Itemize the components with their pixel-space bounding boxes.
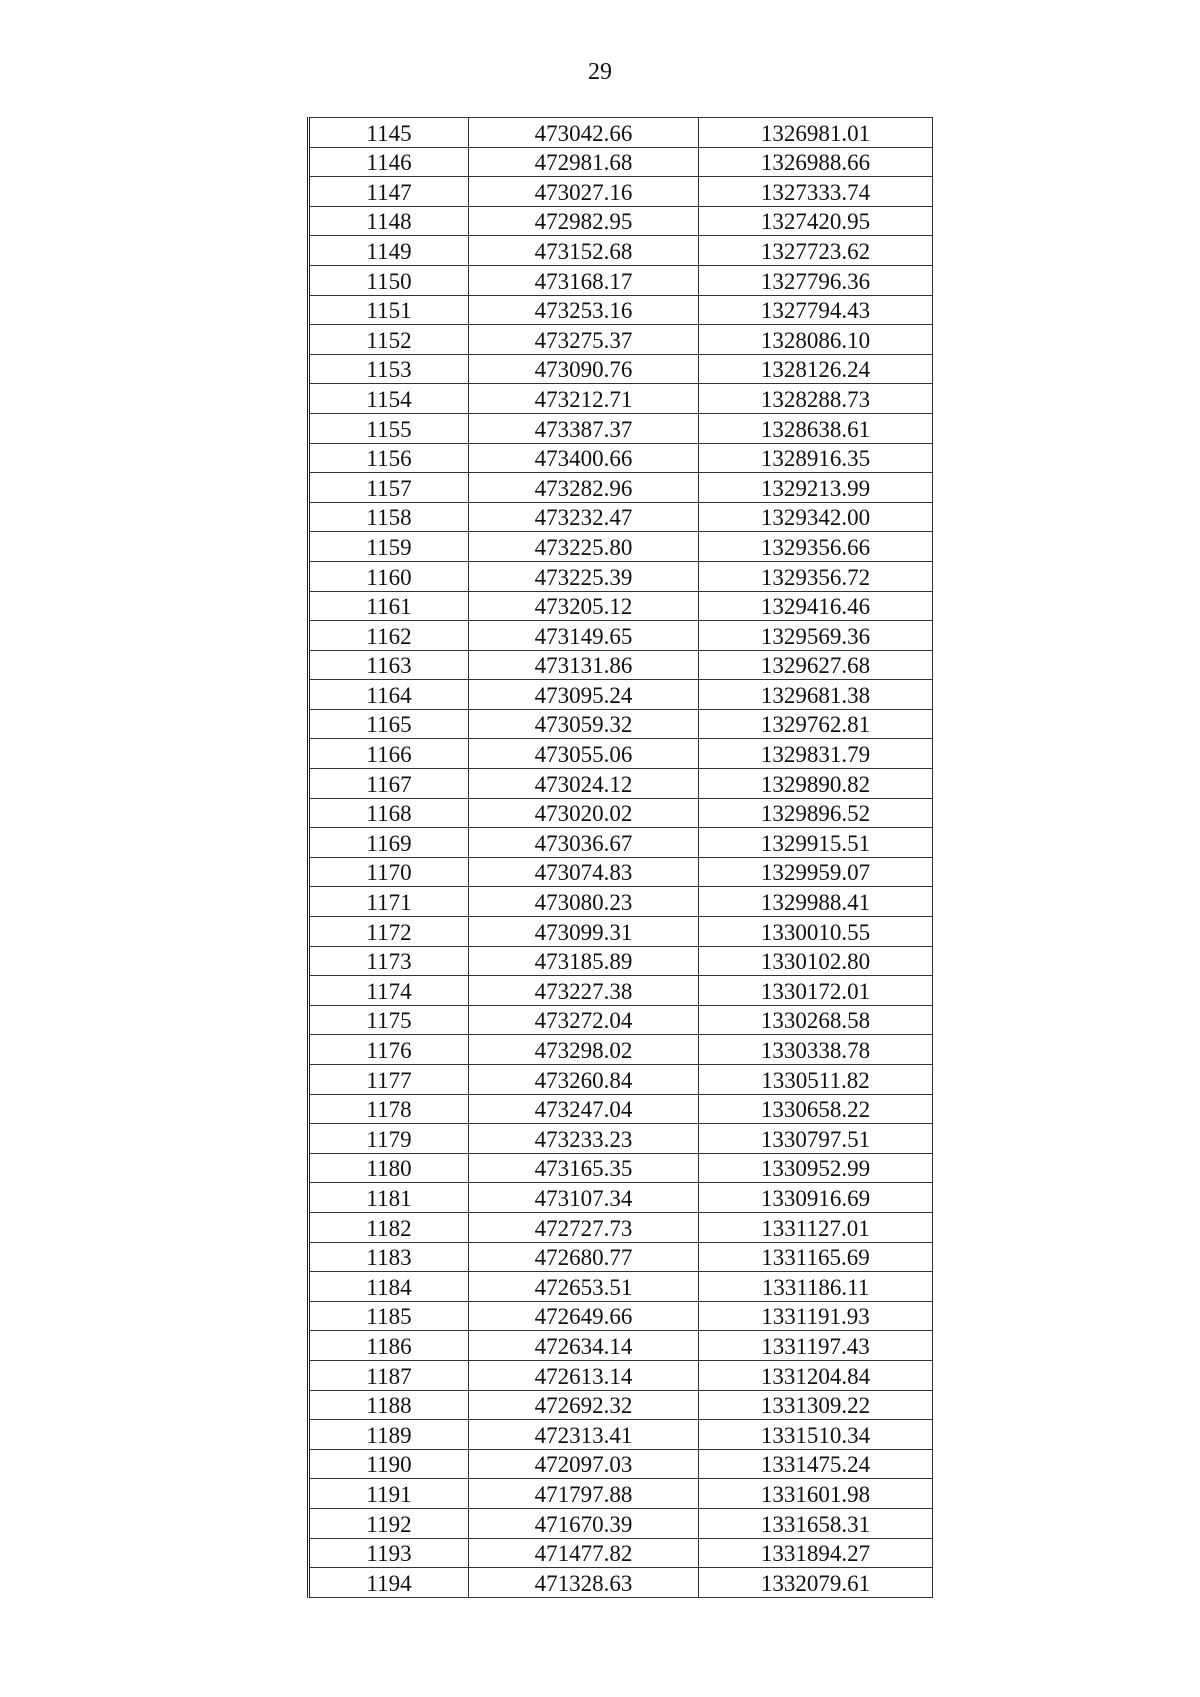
coordinates-table-body <box>309 118 933 1598</box>
point-number-cell: 1154 <box>309 384 469 414</box>
table-row <box>309 561 933 591</box>
x-coordinate-cell: 473225.80 <box>469 532 699 562</box>
point-number-cell: 1168 <box>309 798 469 828</box>
point-number-cell: 1192 <box>309 1508 469 1538</box>
point-number-cell: 1174 <box>309 976 469 1006</box>
x-coordinate-cell: 473272.04 <box>469 1005 699 1035</box>
y-coordinate-cell: 1329831.79 <box>699 739 933 769</box>
table-row <box>309 857 933 887</box>
x-coordinate-cell: 471670.39 <box>469 1508 699 1538</box>
point-number-cell: 1149 <box>309 236 469 266</box>
y-coordinate-cell: 1329356.66 <box>699 532 933 562</box>
y-coordinate-cell: 1326988.66 <box>699 147 933 177</box>
point-number-cell: 1173 <box>309 946 469 976</box>
x-coordinate-cell: 473282.96 <box>469 473 699 503</box>
table-row <box>309 1153 933 1183</box>
x-coordinate-cell: 472727.73 <box>469 1212 699 1242</box>
y-coordinate-cell: 1330102.80 <box>699 946 933 976</box>
table-row <box>309 118 933 148</box>
y-coordinate-cell: 1331127.01 <box>699 1212 933 1242</box>
x-coordinate-cell: 473298.02 <box>469 1035 699 1065</box>
table-row <box>309 1449 933 1479</box>
x-coordinate-cell: 473225.39 <box>469 561 699 591</box>
table-row <box>309 917 933 947</box>
x-coordinate-cell: 472982.95 <box>469 206 699 236</box>
y-coordinate-cell: 1330268.58 <box>699 1005 933 1035</box>
y-coordinate-cell: 1331309.22 <box>699 1390 933 1420</box>
x-coordinate-cell: 473227.38 <box>469 976 699 1006</box>
y-coordinate-cell: 1330916.69 <box>699 1183 933 1213</box>
y-coordinate-cell: 1329213.99 <box>699 473 933 503</box>
point-number-cell: 1167 <box>309 769 469 799</box>
point-number-cell: 1162 <box>309 621 469 651</box>
table-row <box>309 147 933 177</box>
point-number-cell: 1165 <box>309 709 469 739</box>
x-coordinate-cell: 473020.02 <box>469 798 699 828</box>
table-row <box>309 1124 933 1154</box>
table-row <box>309 1538 933 1568</box>
table-row <box>309 680 933 710</box>
x-coordinate-cell: 473149.65 <box>469 621 699 651</box>
table-row <box>309 325 933 355</box>
x-coordinate-cell: 473024.12 <box>469 769 699 799</box>
y-coordinate-cell: 1328916.35 <box>699 443 933 473</box>
table-row <box>309 739 933 769</box>
table-row <box>309 769 933 799</box>
y-coordinate-cell: 1329356.72 <box>699 561 933 591</box>
y-coordinate-cell: 1328086.10 <box>699 325 933 355</box>
table-row <box>309 502 933 532</box>
point-number-cell: 1157 <box>309 473 469 503</box>
y-coordinate-cell: 1329896.52 <box>699 798 933 828</box>
table-row <box>309 532 933 562</box>
x-coordinate-cell: 472649.66 <box>469 1301 699 1331</box>
point-number-cell: 1181 <box>309 1183 469 1213</box>
y-coordinate-cell: 1330338.78 <box>699 1035 933 1065</box>
point-number-cell: 1159 <box>309 532 469 562</box>
point-number-cell: 1179 <box>309 1124 469 1154</box>
table-row <box>309 1568 933 1598</box>
table-row <box>309 1065 933 1095</box>
point-number-cell: 1156 <box>309 443 469 473</box>
table-row <box>309 1212 933 1242</box>
x-coordinate-cell: 473232.47 <box>469 502 699 532</box>
x-coordinate-cell: 473099.31 <box>469 917 699 947</box>
point-number-cell: 1191 <box>309 1479 469 1509</box>
x-coordinate-cell: 473400.66 <box>469 443 699 473</box>
x-coordinate-cell: 473095.24 <box>469 680 699 710</box>
y-coordinate-cell: 1329681.38 <box>699 680 933 710</box>
page-number: 29 <box>588 59 612 85</box>
point-number-cell: 1175 <box>309 1005 469 1035</box>
y-coordinate-cell: 1327796.36 <box>699 265 933 295</box>
table-row <box>309 1479 933 1509</box>
table-row <box>309 1005 933 1035</box>
y-coordinate-cell: 1329569.36 <box>699 621 933 651</box>
point-number-cell: 1187 <box>309 1360 469 1390</box>
point-number-cell: 1170 <box>309 857 469 887</box>
table-row <box>309 1094 933 1124</box>
table-row <box>309 265 933 295</box>
point-number-cell: 1148 <box>309 206 469 236</box>
x-coordinate-cell: 473080.23 <box>469 887 699 917</box>
point-number-cell: 1151 <box>309 295 469 325</box>
y-coordinate-cell: 1329890.82 <box>699 769 933 799</box>
y-coordinate-cell: 1329915.51 <box>699 828 933 858</box>
x-coordinate-cell: 473107.34 <box>469 1183 699 1213</box>
point-number-cell: 1169 <box>309 828 469 858</box>
y-coordinate-cell: 1331894.27 <box>699 1538 933 1568</box>
y-coordinate-cell: 1329988.41 <box>699 887 933 917</box>
point-number-cell: 1171 <box>309 887 469 917</box>
y-coordinate-cell: 1329342.00 <box>699 502 933 532</box>
table-row <box>309 354 933 384</box>
x-coordinate-cell: 473055.06 <box>469 739 699 769</box>
x-coordinate-cell: 473387.37 <box>469 413 699 443</box>
point-number-cell: 1161 <box>309 591 469 621</box>
table-row <box>309 887 933 917</box>
point-number-cell: 1177 <box>309 1065 469 1095</box>
y-coordinate-cell: 1331658.31 <box>699 1508 933 1538</box>
x-coordinate-cell: 473059.32 <box>469 709 699 739</box>
y-coordinate-cell: 1331165.69 <box>699 1242 933 1272</box>
point-number-cell: 1178 <box>309 1094 469 1124</box>
table-row <box>309 413 933 443</box>
table-row <box>309 177 933 207</box>
y-coordinate-cell: 1330172.01 <box>699 976 933 1006</box>
x-coordinate-cell: 472313.41 <box>469 1420 699 1450</box>
x-coordinate-cell: 473275.37 <box>469 325 699 355</box>
table-row <box>309 384 933 414</box>
x-coordinate-cell: 471328.63 <box>469 1568 699 1598</box>
x-coordinate-cell: 473131.86 <box>469 650 699 680</box>
point-number-cell: 1188 <box>309 1390 469 1420</box>
x-coordinate-cell: 473152.68 <box>469 236 699 266</box>
table-row <box>309 1183 933 1213</box>
x-coordinate-cell: 473074.83 <box>469 857 699 887</box>
point-number-cell: 1183 <box>309 1242 469 1272</box>
point-number-cell: 1152 <box>309 325 469 355</box>
y-coordinate-cell: 1330010.55 <box>699 917 933 947</box>
point-number-cell: 1189 <box>309 1420 469 1450</box>
x-coordinate-cell: 473042.66 <box>469 118 699 148</box>
point-number-cell: 1176 <box>309 1035 469 1065</box>
point-number-cell: 1150 <box>309 265 469 295</box>
y-coordinate-cell: 1331204.84 <box>699 1360 933 1390</box>
table-row <box>309 828 933 858</box>
y-coordinate-cell: 1331475.24 <box>699 1449 933 1479</box>
table-row <box>309 473 933 503</box>
y-coordinate-cell: 1328638.61 <box>699 413 933 443</box>
y-coordinate-cell: 1329416.46 <box>699 591 933 621</box>
table-row <box>309 1420 933 1450</box>
y-coordinate-cell: 1329959.07 <box>699 857 933 887</box>
x-coordinate-cell: 472981.68 <box>469 147 699 177</box>
y-coordinate-cell: 1330797.51 <box>699 1124 933 1154</box>
y-coordinate-cell: 1331191.93 <box>699 1301 933 1331</box>
y-coordinate-cell: 1327333.74 <box>699 177 933 207</box>
point-number-cell: 1155 <box>309 413 469 443</box>
x-coordinate-cell: 472634.14 <box>469 1331 699 1361</box>
point-number-cell: 1146 <box>309 147 469 177</box>
y-coordinate-cell: 1327420.95 <box>699 206 933 236</box>
y-coordinate-cell: 1328288.73 <box>699 384 933 414</box>
point-number-cell: 1184 <box>309 1272 469 1302</box>
x-coordinate-cell: 473036.67 <box>469 828 699 858</box>
point-number-cell: 1182 <box>309 1212 469 1242</box>
x-coordinate-cell: 472653.51 <box>469 1272 699 1302</box>
table-row <box>309 1242 933 1272</box>
point-number-cell: 1186 <box>309 1331 469 1361</box>
x-coordinate-cell: 473212.71 <box>469 384 699 414</box>
table-row <box>309 236 933 266</box>
y-coordinate-cell: 1328126.24 <box>699 354 933 384</box>
y-coordinate-cell: 1332079.61 <box>699 1568 933 1598</box>
y-coordinate-cell: 1327723.62 <box>699 236 933 266</box>
coordinates-table <box>307 117 933 1598</box>
x-coordinate-cell: 471477.82 <box>469 1538 699 1568</box>
y-coordinate-cell: 1326981.01 <box>699 118 933 148</box>
table-row <box>309 1508 933 1538</box>
point-number-cell: 1153 <box>309 354 469 384</box>
point-number-cell: 1164 <box>309 680 469 710</box>
point-number-cell: 1190 <box>309 1449 469 1479</box>
point-number-cell: 1172 <box>309 917 469 947</box>
x-coordinate-cell: 473233.23 <box>469 1124 699 1154</box>
y-coordinate-cell: 1331186.11 <box>699 1272 933 1302</box>
table-row <box>309 295 933 325</box>
table-row <box>309 798 933 828</box>
table-row <box>309 1301 933 1331</box>
x-coordinate-cell: 472680.77 <box>469 1242 699 1272</box>
x-coordinate-cell: 472097.03 <box>469 1449 699 1479</box>
x-coordinate-cell: 471797.88 <box>469 1479 699 1509</box>
x-coordinate-cell: 473253.16 <box>469 295 699 325</box>
table-row <box>309 1035 933 1065</box>
point-number-cell: 1147 <box>309 177 469 207</box>
point-number-cell: 1166 <box>309 739 469 769</box>
point-number-cell: 1160 <box>309 561 469 591</box>
point-number-cell: 1145 <box>309 118 469 148</box>
x-coordinate-cell: 473247.04 <box>469 1094 699 1124</box>
point-number-cell: 1194 <box>309 1568 469 1598</box>
y-coordinate-cell: 1330511.82 <box>699 1065 933 1095</box>
point-number-cell: 1158 <box>309 502 469 532</box>
table-row <box>309 206 933 236</box>
y-coordinate-cell: 1331510.34 <box>699 1420 933 1450</box>
point-number-cell: 1163 <box>309 650 469 680</box>
x-coordinate-cell: 472692.32 <box>469 1390 699 1420</box>
y-coordinate-cell: 1330658.22 <box>699 1094 933 1124</box>
x-coordinate-cell: 472613.14 <box>469 1360 699 1390</box>
x-coordinate-cell: 473185.89 <box>469 946 699 976</box>
x-coordinate-cell: 473168.17 <box>469 265 699 295</box>
x-coordinate-cell: 473205.12 <box>469 591 699 621</box>
point-number-cell: 1193 <box>309 1538 469 1568</box>
table-row <box>309 976 933 1006</box>
x-coordinate-cell: 473090.76 <box>469 354 699 384</box>
table-row <box>309 1390 933 1420</box>
y-coordinate-cell: 1331197.43 <box>699 1331 933 1361</box>
table-row <box>309 443 933 473</box>
table-row <box>309 709 933 739</box>
table-row <box>309 1272 933 1302</box>
table-row <box>309 621 933 651</box>
y-coordinate-cell: 1327794.43 <box>699 295 933 325</box>
y-coordinate-cell: 1329762.81 <box>699 709 933 739</box>
x-coordinate-cell: 473260.84 <box>469 1065 699 1095</box>
y-coordinate-cell: 1331601.98 <box>699 1479 933 1509</box>
y-coordinate-cell: 1330952.99 <box>699 1153 933 1183</box>
table-row <box>309 591 933 621</box>
x-coordinate-cell: 473027.16 <box>469 177 699 207</box>
x-coordinate-cell: 473165.35 <box>469 1153 699 1183</box>
table-row <box>309 650 933 680</box>
table-row <box>309 1331 933 1361</box>
table-row <box>309 946 933 976</box>
point-number-cell: 1185 <box>309 1301 469 1331</box>
table-row <box>309 1360 933 1390</box>
point-number-cell: 1180 <box>309 1153 469 1183</box>
y-coordinate-cell: 1329627.68 <box>699 650 933 680</box>
